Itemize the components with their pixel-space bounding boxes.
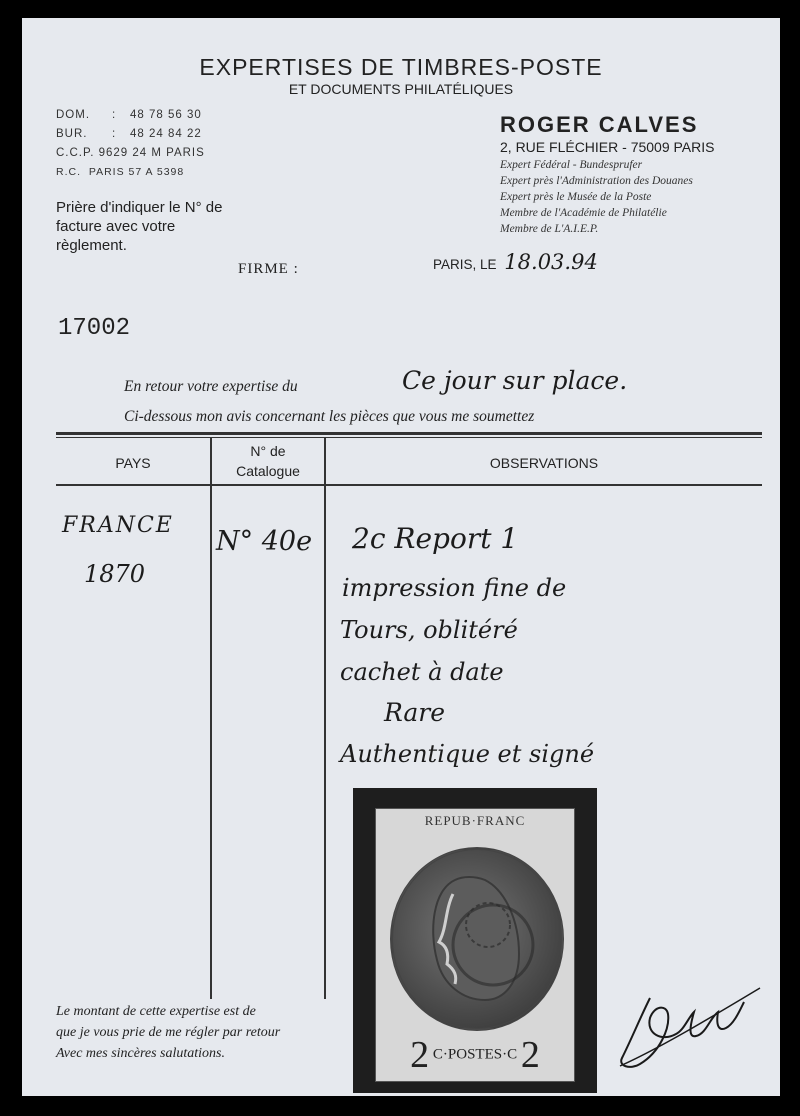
table-top-rule — [56, 432, 762, 435]
country-value: FRANCE — [62, 513, 174, 538]
observation-5: Rare — [384, 698, 446, 727]
stamp-value-left: 2 — [410, 1034, 430, 1076]
header-catalogue-2: Catalogue — [236, 463, 300, 479]
stamp — [375, 808, 575, 1082]
stamp-value-text: C·POSTES·C — [432, 1046, 518, 1063]
header-observations: OBSERVATIONS — [489, 455, 599, 471]
intro-line2: Ci-dessous mon avis concernant les pièces que vous me soumettez — [124, 408, 535, 425]
header-subtitle: ET DOCUMENTS PHILATÉLIQUES — [288, 81, 514, 97]
observation-3: Tours, oblitéré — [340, 616, 518, 644]
date-value: 18.03.94 — [504, 250, 598, 274]
portrait-art — [393, 850, 561, 1028]
header-pays: PAYS — [115, 455, 151, 471]
contact-rc: R.C. PARIS 57 A 5398 — [56, 166, 185, 178]
footer-line1: Le montant de cette expertise est de — [56, 1004, 256, 1019]
year-value: 1870 — [84, 560, 146, 588]
credential-1: Expert Fédéral - Bundesprufer — [500, 159, 643, 171]
column-divider-2 — [324, 437, 326, 999]
intro-line1: En retour votre expertise du — [124, 378, 298, 395]
credential-5: Membre de L'A.I.E.P. — [500, 223, 599, 235]
footer-line3: Avec mes sincères salutations. — [56, 1046, 226, 1061]
firme-label: FIRME : — [238, 261, 299, 277]
column-divider-1 — [210, 437, 212, 999]
stamp-value-right: 2 — [520, 1034, 540, 1076]
observation-6: Authentique et signé — [340, 740, 595, 768]
date-label: PARIS, LE — [433, 257, 497, 272]
invoice-number: 17002 — [58, 315, 131, 342]
header-title: EXPERTISES DE TIMBRES-POSTE — [199, 54, 603, 80]
footer-line2: que je vous prie de me régler par retour — [56, 1025, 281, 1040]
stamp-top-text: REPUB·FRANC — [424, 813, 526, 828]
catalogue-value: N° 40e — [216, 526, 313, 557]
stamp-value-line — [376, 1033, 574, 1077]
date-line — [433, 250, 598, 274]
stamp-photo — [353, 788, 597, 1093]
payment-note: Prière d'indiquer le N° de facture avec votre règlement. — [56, 199, 223, 254]
contact-dom: DOM. : 48 78 56 30 — [56, 109, 202, 121]
expert-address: 2, RUE FLÉCHIER - 75009 PARIS — [500, 139, 715, 155]
signature-icon — [610, 978, 770, 1078]
intro-handwritten: Ce jour sur place. — [402, 366, 628, 395]
contact-bur: BUR. : 48 24 84 22 — [56, 128, 202, 140]
table-top-rule-thin — [56, 437, 762, 438]
credential-3: Expert près le Musée de la Poste — [500, 191, 652, 203]
credential-2: Expert près l'Administration des Douanes — [500, 175, 693, 187]
ceres-portrait-icon — [390, 847, 564, 1031]
observation-1: 2c Report 1 — [352, 522, 519, 555]
header-catalogue-1: N° de — [250, 443, 286, 459]
contact-ccp: C.C.P. 9629 24 M PARIS — [56, 147, 205, 159]
observation-4: cachet à date — [340, 658, 504, 686]
expert-name: ROGER CALVES — [500, 112, 699, 137]
credential-4: Membre de l'Académie de Philatélie — [500, 207, 667, 219]
observation-2: impression fine de — [342, 574, 567, 602]
table-header-rule — [56, 484, 762, 486]
certificate-sheet — [22, 18, 780, 1096]
